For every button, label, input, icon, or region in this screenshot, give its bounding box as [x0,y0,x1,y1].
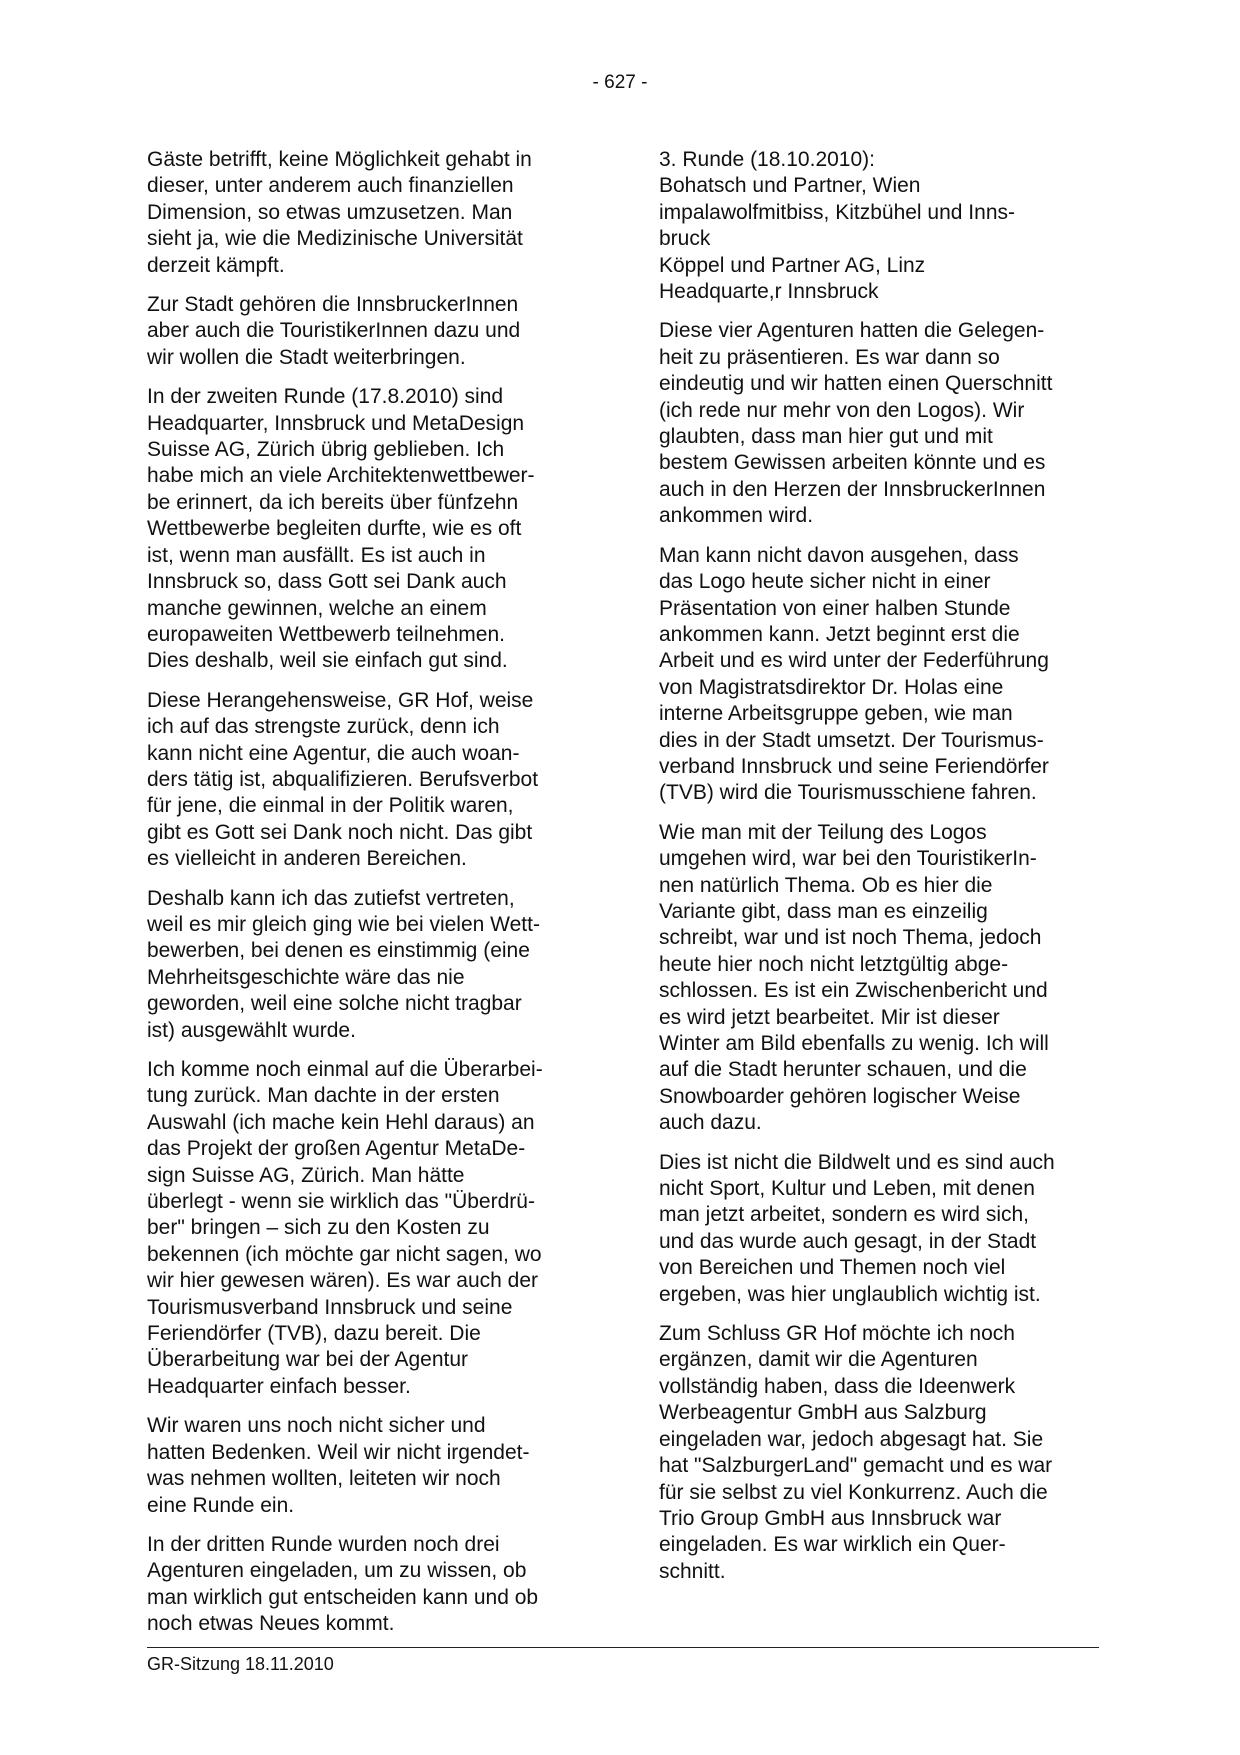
paragraph: Ich komme noch einmal auf die Überarbei- tung zurück. Man dachte in der ersten Auswahl (ich mache kein Hehl daraus) an das Projekt der großen Agentur MetaDe- sign Suisse AG, Zürich. Man hätte überlegt - wenn sie wirklich das "Überdrü- ber" bringen – sich zu den Kosten zu bekennen (ich möchte gar nicht sagen, wo wir hier gewesen wären). Es war auch der Tourismusverband Innsbruck und seine Feriendörfer (TVB), dazu bereit. Die Überarbeitung war bei der Agentur Headquarter einfach besser. [147,1058,543,1398]
paragraph: Zur Stadt gehören die InnsbruckerInnen aber auch die TouristikerInnen dazu und wir wollen die Stadt weiterbringen. [147,293,521,369]
right-column [659,147,1099,1598]
paragraph: Zum Schluss GR Hof möchte ich noch ergänzen, damit wir die Agenturen vollständig haben, dass die Ideenwerk Werbeagentur GmbH aus Salzburg eingeladen war, jedoch abgesagt hat. Sie hat "SalzburgerLand" gemacht und es war für sie selbst zu viel Konkurrenz. Auch die Trio Group GmbH aus Innsbruck war eingeladen. Es war wirklich ein Quer- schnitt. [659,1322,1053,1583]
paragraph: 3. Runde (18.10.2010): Bohatsch und Partner, Wien impalawolfmitbiss, Kitzbühel und Inns- bruck Köppel und Partner AG, Linz Headquarte,r Innsbruck [659,148,1015,304]
footer-divider [147,1647,1099,1648]
paragraph: Wir waren uns noch nicht sicher und hatten Bedenken. Weil wir nicht irgendet- was nehmen wollten, leiteten wir noch eine Runde ein. [147,1414,530,1517]
footer-text: GR-Sitzung 18.11.2010 [147,1654,334,1674]
paragraph: Deshalb kann ich das zutiefst vertreten, weil es mir gleich ging wie bei vielen Wett- bewerben, bei denen es einstimmig (eine Mehrheitsgeschichte wäre das nie geworden, weil eine solche nicht tragbar ist) ausgewählt wurde. [147,886,540,1042]
paragraph: In der zweiten Runde (17.8.2010) sind Headquarter, Innsbruck und MetaDesign Suisse AG, Zürich übrig geblieben. Ich habe mich an viele Architektenwettbewer- be erinnert, da ich bereits über fünfzehn Wettbewerbe begleiten durfte, wie es oft ist, wenn man ausfällt. Es ist auch in Innsbruck so, dass Gott sei Dank auch manche gewinnen, welche an einem europaweiten Wettbewerb teilnehmen. Dies deshalb, weil sie einfach gut sind. [147,385,535,673]
paragraph: Man kann nicht davon ausgehen, dass das Logo heute sicher nicht in einer Präsentation von einer halben Stunde ankommen kann. Jetzt beginnt erst die Arbeit und es wird unter der Federführung von Magistratsdirektor Dr. Holas eine interne Arbeitsgruppe geben, wie man dies in der Stadt umsetzt. Der Tourismus- verband Innsbruck und seine Feriendörfer (TVB) wird die Tourismusschiene fahren. [659,543,1049,805]
paragraph: Dies ist nicht die Bildwelt und es sind auch nicht Sport, Kultur und Leben, mit denen man jetzt arbeitet, sondern es wird sich, und das wurde auch gesagt, in der Stadt von Bereichen und Themen noch viel ergeben, was hier unglaublich wichtig ist. [659,1150,1055,1306]
paragraph: Diese vier Agenturen hatten die Gelegen- heit zu präsentieren. Es war dann so eindeutig und wir hatten einen Querschnitt (ich rede nur mehr von den Logos). Wir glaubten, dass man hier gut und mit bestem Gewissen arbeiten könnte und es auch in den Herzen der InnsbruckerInnen ankommen wird. [659,319,1053,528]
page-number: - 627 - [592,72,648,93]
left-column [147,147,584,1651]
paragraph: Gäste betrifft, keine Möglichkeit gehabt in dieser, unter anderem auch finanziellen Dimension, so etwas umzusetzen. Man sieht ja, wie die Medizinische Universität derzeit kämpft. [147,148,532,277]
paragraph: Wie man mit der Teilung des Logos umgehen wird, war bei den TouristikerIn- nen natürlich Thema. Ob es hier die Variante gibt, dass man es einzeilig schreibt, war und ist noch Thema, jedoch heute hier noch nicht letztgültig abge- schlossen. Es ist ein Zwischenbericht und es wird jetzt bearbeitet. Mir ist dieser Winter am Bild ebenfalls zu wenig. Ich will auf die Stadt herunter schauen, und die Snowboarder gehören logischer Weise auch dazu. [659,820,1049,1135]
paragraph: In der dritten Runde wurden noch drei Agenturen eingeladen, um zu wissen, ob man wirklich gut entscheiden kann und ob noch etwas Neues kommt. [147,1532,539,1636]
paragraph: Diese Herangehensweise, GR Hof, weise ich auf das strengste zurück, denn ich kann nicht eine Agentur, die auch woan- ders tätig ist, abqualifizieren. Berufsverbot für jene, die einmal in der Politik waren, gibt es Gott sei Dank noch nicht. Das gibt es vielleicht in anderen Bereichen. [147,688,539,871]
